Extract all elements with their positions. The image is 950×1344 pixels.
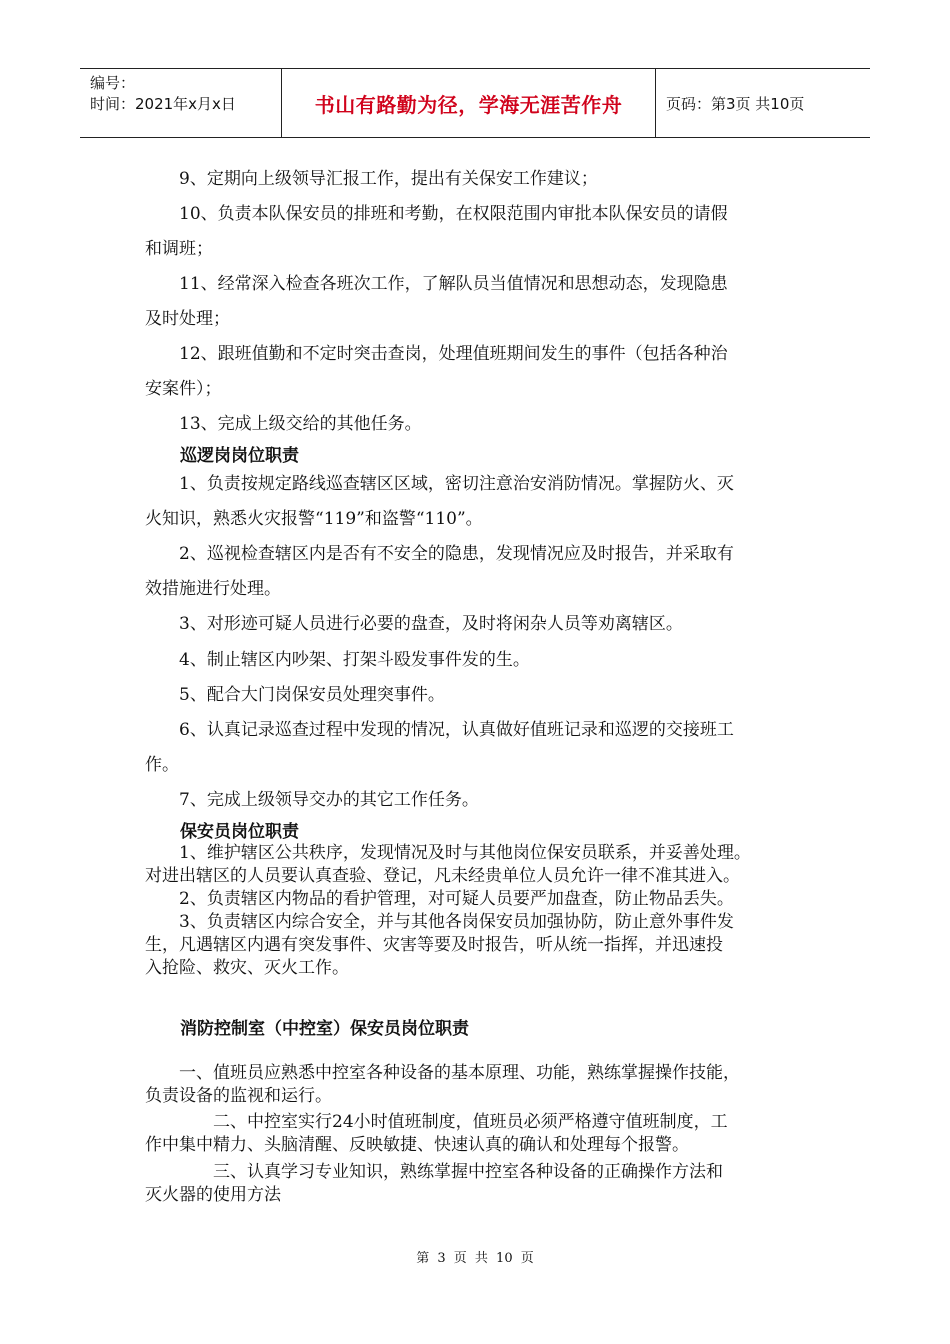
header-page-indicator: 页码：第3页 共10页 xyxy=(666,94,805,113)
header-page-cell xyxy=(656,69,870,137)
patrol-item-3: 3、对形迹可疑人员进行必要的盘查，及时将闲杂人员等劝离辖区。 xyxy=(145,614,683,634)
patrol-item-6: 6、认真记录巡查过程中发现的情况，认真做好值班记录和巡逻的交接班工 作。 xyxy=(145,720,734,775)
patrol-section-title: 巡逻岗岗位职责 xyxy=(180,446,299,466)
document-number-label: 编号： xyxy=(90,74,136,92)
guard-item-2: 2、负责辖区内物品的看护管理，对可疑人员要严加盘查，防止物品丢失。 xyxy=(145,889,734,909)
control-room-section-title: 消防控制室（中控室）保安员岗位职责 xyxy=(180,1019,469,1039)
guard-item-1: 1、维护辖区公共秩序，发现情况及时与其他岗位保安员联系，并妥善处理。 对进出辖区的人员要认真查验、登记，凡未经贵单位人员允许一律不准其进入。 xyxy=(145,843,751,886)
captain-item-11: 11、经常深入检查各班次工作，了解队员当值情况和思想动态，发现隐患 及时处理； xyxy=(145,274,728,329)
captain-item-10: 10、负责本队保安员的排班和考勤，在权限范围内审批本队保安员的请假 和调班； xyxy=(145,204,728,259)
patrol-item-4: 4、制止辖区内吵架、打架斗殴发事件发的生。 xyxy=(145,650,530,670)
header-meta xyxy=(80,69,282,137)
patrol-item-7: 7、完成上级领导交办的其它工作任务。 xyxy=(145,790,479,810)
control-room-item-2: 二、中控室实行24小时值班制度，值班员必须严格遵守值班制度，工 作中集中精力、头脑清醒、反映敏捷、快速认真的确认和处理每个报警。 xyxy=(145,1112,728,1155)
captain-item-13: 13、完成上级交给的其他任务。 xyxy=(145,414,422,434)
page-footer: 第 3 页 共 10 页 xyxy=(416,1251,534,1266)
captain-item-9: 9、定期向上级领导汇报工作，提出有关保安工作建议； xyxy=(145,169,598,189)
header-motto-cell xyxy=(282,69,656,137)
page-header xyxy=(80,68,870,138)
patrol-item-5: 5、配合大门岗保安员处理突事件。 xyxy=(145,685,445,705)
guard-section-title: 保安员岗位职责 xyxy=(180,822,299,842)
guard-item-3: 3、负责辖区内综合安全，并与其他各岗保安员加强协防，防止意外事件发 生，凡遇辖区内遇有突发事件、灾害等要及时报告，听从统一指挥，并迅速投 入抢险、救灾、灭火工作。 xyxy=(145,912,734,978)
control-room-item-3: 三、认真学习专业知识，熟练掌握中控室各种设备的正确操作方法和 灭火器的使用方法 xyxy=(145,1162,723,1205)
patrol-item-1: 1、负责按规定路线巡查辖区区域，密切注意治安消防情况。掌握防火、灭 火知识，熟悉火灾报警“119”和盗警“110”。 xyxy=(145,474,734,529)
captain-item-12: 12、跟班值勤和不定时突击查岗，处理值班期间发生的事件（包括各种治 安案件）； xyxy=(145,344,728,399)
header-motto: 书山有路勤为径，学海无涯苦作舟 xyxy=(314,92,623,117)
document-date-label: 时间：2021年x月x日 xyxy=(90,95,236,113)
patrol-item-2: 2、巡视检查辖区内是否有不安全的隐患，发现情况应及时报告，并采取有 效措施进行处理。 xyxy=(145,544,734,599)
control-room-item-1: 一、值班员应熟悉中控室各种设备的基本原理、功能，熟练掌握操作技能， 负责设备的监视和运行。 xyxy=(145,1063,740,1106)
